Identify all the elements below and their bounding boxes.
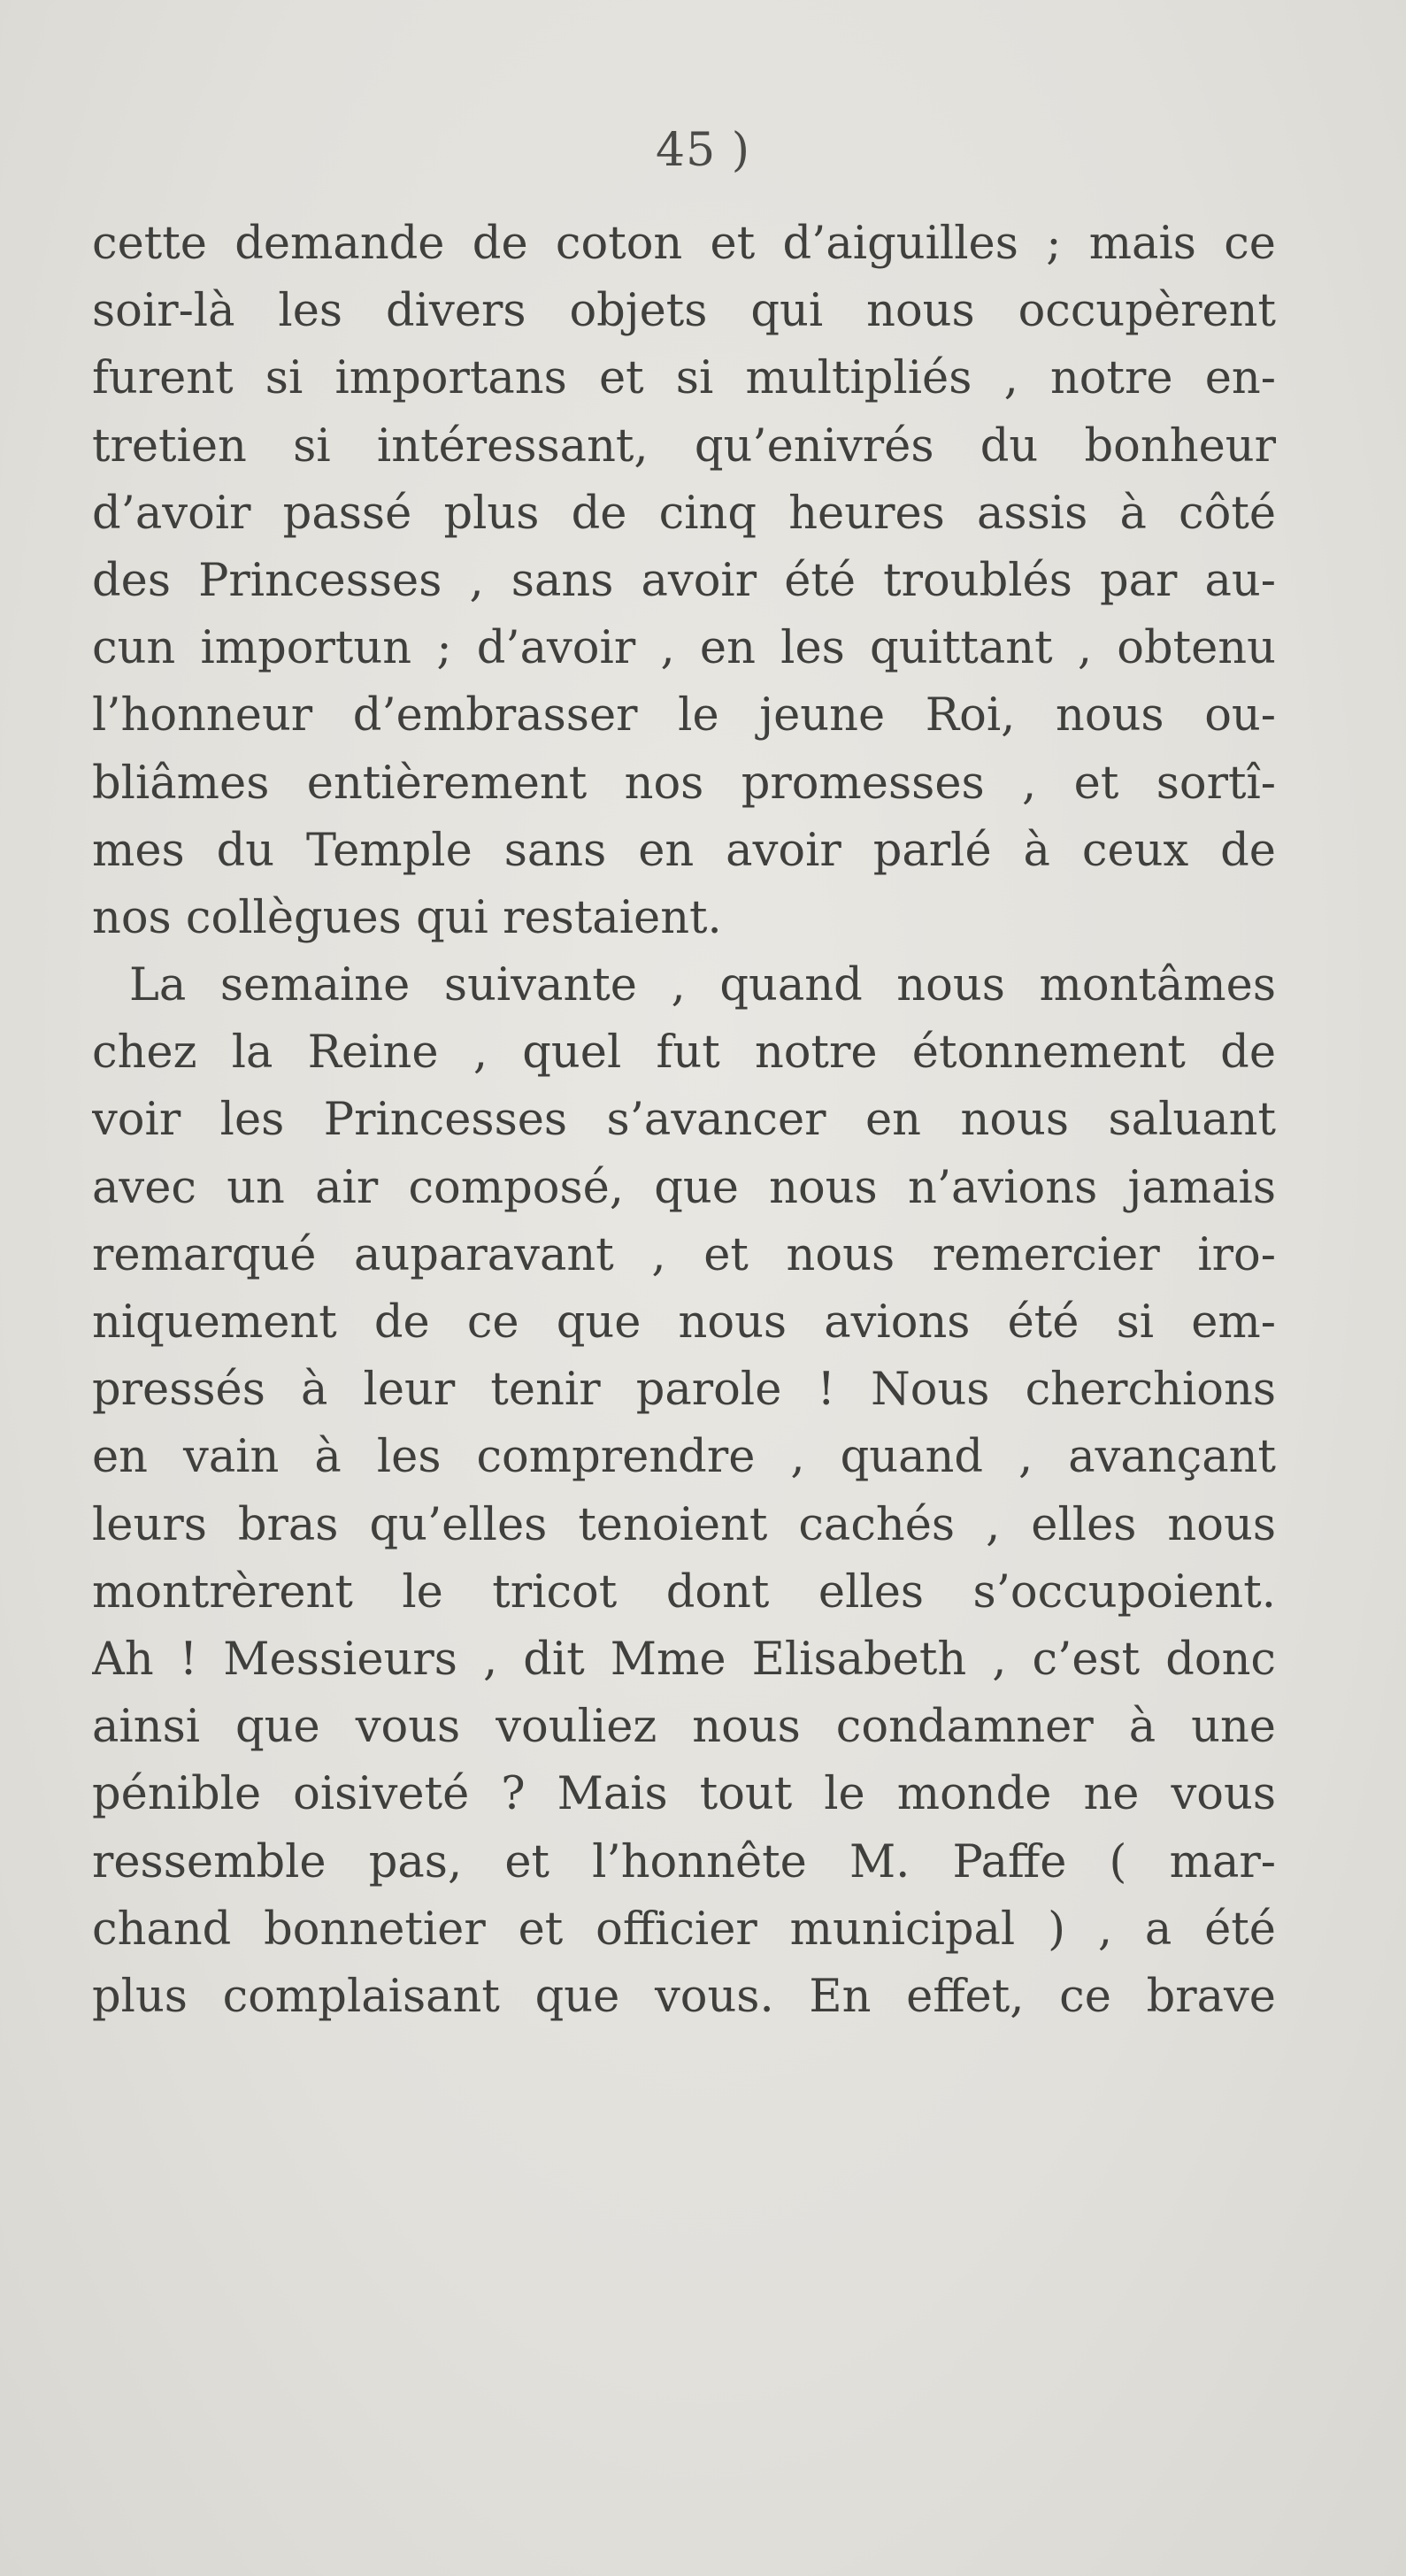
text-line: furent si importans et si multipliés , notre en- <box>92 352 1276 405</box>
text-line: leurs bras qu’elles tenoient cachés , elles nous <box>92 1498 1276 1551</box>
text-line: avec un air composé, que nous n’avions jamais <box>92 1161 1276 1214</box>
paragraph-start-line: La semaine suivante , quand nous montâmes <box>129 959 1276 1012</box>
text-line: bliâmes entièrement nos promesses , et sortî- <box>92 757 1276 810</box>
text-line: d’avoir passé plus de cinq heures assis à côté <box>92 487 1276 540</box>
text-line: chez la Reine , quel fut notre étonnement de <box>92 1027 1276 1080</box>
paragraph-end-line: nos collègues qui restaient. <box>92 891 722 944</box>
text-line: l’honneur d’embrasser le jeune Roi, nous ou- <box>92 689 1276 742</box>
body-text <box>92 211 1276 2031</box>
text-line: plus complaisant que vous. En effet, ce brave <box>92 1970 1276 2023</box>
text-line: niquement de ce que nous avions été si em- <box>92 1296 1276 1349</box>
text-line: en vain à les comprendre , quand , avançant <box>92 1431 1276 1484</box>
text-line: Ah ! Messieurs , dit Mme Elisabeth , c’est donc <box>92 1633 1276 1686</box>
text-line: pressés à leur tenir parole ! Nous cherchions <box>92 1364 1276 1417</box>
text-line: voir les Princesses s’avancer en nous saluant <box>92 1094 1276 1147</box>
text-line: ainsi que vous vouliez nous condamner à une <box>92 1701 1276 1754</box>
text-line: des Princesses , sans avoir été troublés par au- <box>92 554 1276 607</box>
text-line: cun importun ; d’avoir , en les quittant , obtenu <box>92 622 1276 675</box>
text-line: tretien si intéressant, qu’enivrés du bonheur <box>92 419 1276 473</box>
text-line: soir-là les divers objets qui nous occupèrent <box>92 285 1276 338</box>
text-line: montrèrent le tricot dont elles s’occupoient. <box>92 1565 1276 1619</box>
text-line: remarqué auparavant , et nous remercier iro- <box>92 1228 1276 1281</box>
text-line: mes du Temple sans en avoir parlé à ceux de <box>92 824 1276 877</box>
text-line: chand bonnetier et officier municipal ) , a été <box>92 1903 1276 1956</box>
text-line: cette demande de coton et d’aiguilles ; mais ce <box>92 218 1276 270</box>
text-line: pénible oisiveté ? Mais tout le monde ne vous <box>92 1768 1276 1821</box>
text-line: ressemble pas, et l’honnête M. Paffe ( mar- <box>92 1835 1276 1888</box>
page-number: 45 ) <box>656 124 750 177</box>
